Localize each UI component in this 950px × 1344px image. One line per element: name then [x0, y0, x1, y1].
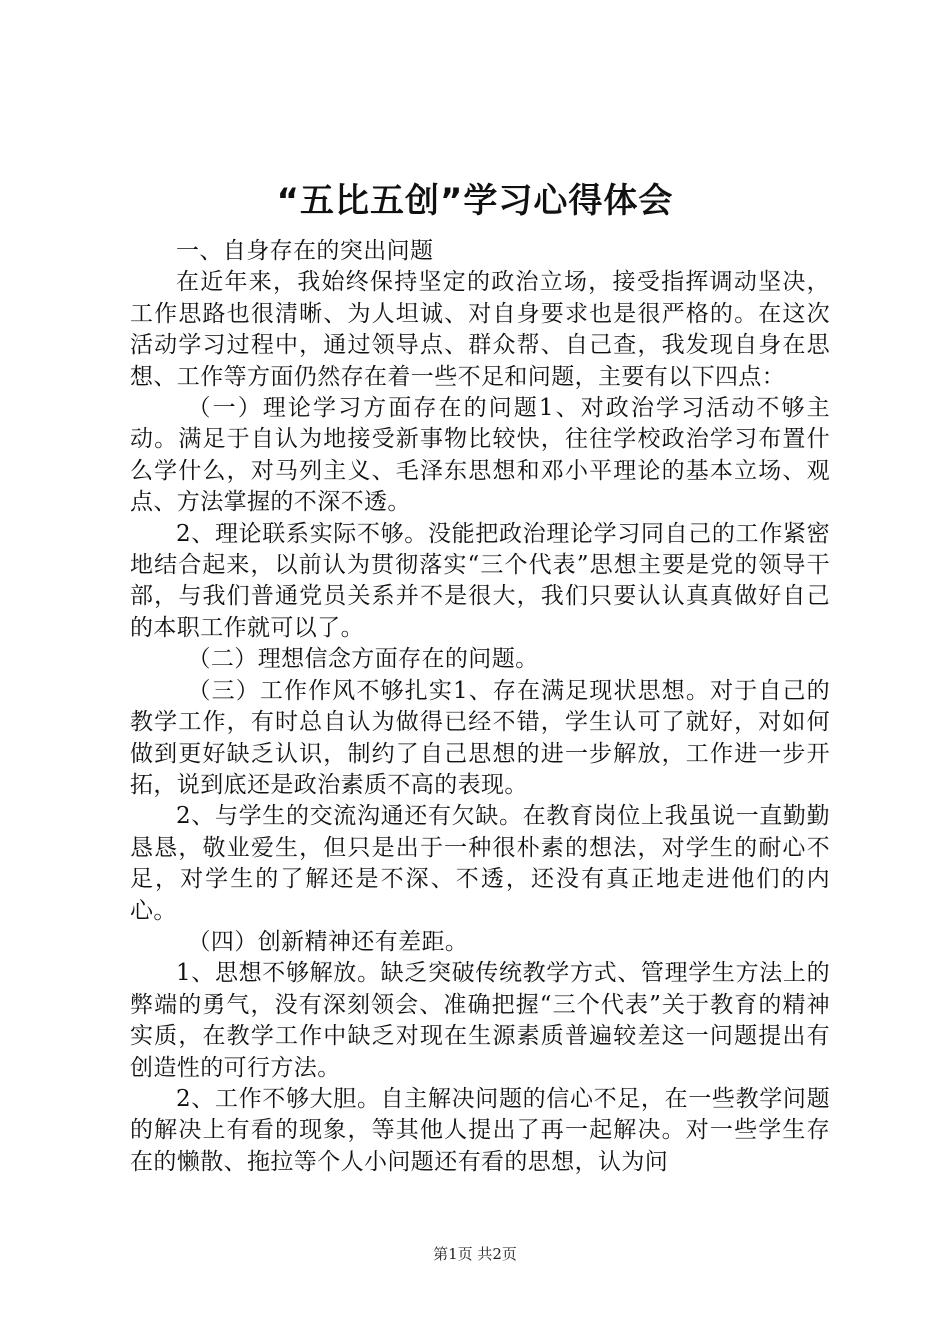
document-body: [130, 236, 830, 1178]
page-footer: 第1页 共2页: [433, 1245, 517, 1263]
paragraph: 2、工作不够大胆。自主解决问题的信心不足，在一些教学问题的解决上有看的现象，等其他人提出了再一起解决。对一些学生存在的懒散、拖拉等个人小问题还有看的思想，认为问: [130, 1085, 830, 1175]
paragraph: （一）理论学习方面存在的问题1、对政治学习活动不够主动。满足于自认为地接受新事物比较快，往往学校政治学习布置什么学什么，对马列主义、毛泽东思想和邓小平理论的基本立场、观点、方法掌握的不深不透。: [130, 395, 830, 516]
paragraph: 2、理论联系实际不够。没能把政治理论学习同自己的工作紧密地结合起来，以前认为贯彻落实“三个代表”思想主要是党的领导干部，与我们普通党员关系并不是很大，我们只要认认真真做好自己的本职工作就可以了。: [130, 520, 830, 641]
paragraph: 在近年来，我始终保持坚定的政治立场，接受指挥调动坚决，工作思路也很清晰、为人坦诚、对自身要求也是很严格的。在这次活动学习过程中，通过领导点、群众帮、自己查，我发现自身在思想、工作等方面仍然存在着一些不足和问题，主要有以下四点：: [130, 269, 830, 390]
section-heading: 一、自身存在的突出问题: [176, 238, 434, 264]
paragraph: （四）创新精神还有差距。: [187, 928, 469, 955]
document-title: “五比五创”学习心得体会: [276, 181, 674, 221]
paragraph: 1、思想不够解放。缺乏突破传统教学方式、管理学生方法上的弊端的勇气，没有深刻领会、准确把握“三个代表”关于教育的精神实质，在教学工作中缺乏对现在生源素质普遍较差这一问题提出有创造性的可行方法。: [130, 960, 830, 1081]
paragraph: （三）工作作风不够扎实1、存在满足现状思想。对于自己的教学工作，有时总自认为做得已经不错，学生认可了就好，对如何做到更好缺乏认识，制约了自己思想的进一步解放，工作进一步开拓，说到底还是政治素质不高的表现。: [130, 677, 830, 798]
paragraph: 2、与学生的交流沟通还有欠缺。在教育岗位上我虽说一直勤勤恳恳，敬业爱生，但只是出于一种很朴素的想法，对学生的耐心不足，对学生的了解还是不深、不透，还没有真正地走进他们的内心。: [130, 803, 830, 924]
paragraph: （二）理想信念方面存在的问题。: [187, 646, 539, 673]
